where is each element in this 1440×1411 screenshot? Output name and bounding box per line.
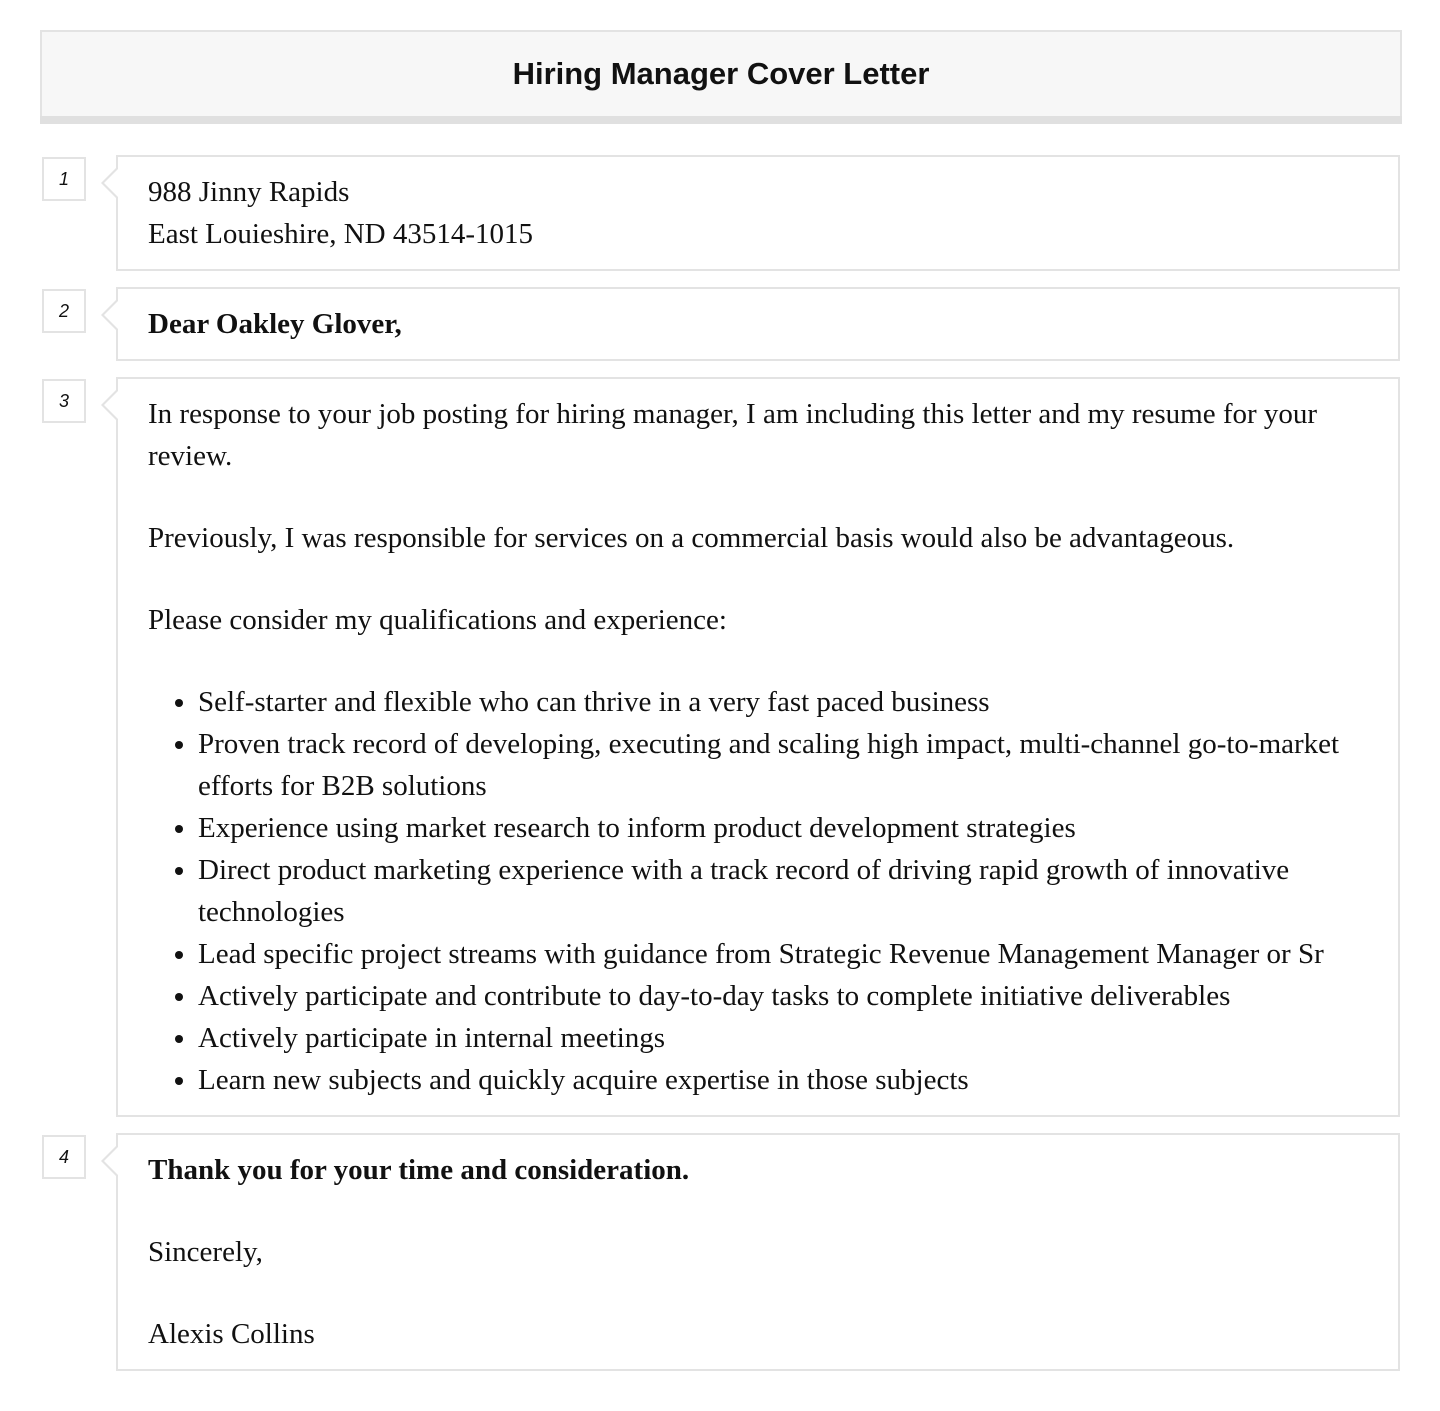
list-item: • Actively participate and contribute to day-to-day tasks to complete initiative deliverables: [198, 975, 1368, 1017]
address-card: [116, 155, 1400, 271]
address-line-2: East Louieshire, ND 43514-1015: [148, 218, 533, 250]
greeting-text: Dear Oakley Glover,: [148, 308, 402, 340]
section-number: 4: [42, 1135, 86, 1179]
list-item: • Learn new subjects and quickly acquire expertise in those subjects: [198, 1059, 1368, 1101]
consider-paragraph: Please consider my qualifications and experience:: [148, 604, 727, 636]
qualifications-list: [148, 681, 1368, 1101]
greeting-card: [116, 287, 1400, 361]
closing-text: Sincerely,: [148, 1236, 263, 1268]
list-item: • Proven track record of developing, executing and scaling high impact, multi-channel go-to-market efforts for B2B solutions: [198, 723, 1368, 807]
section-number: 2: [42, 289, 86, 333]
previous-paragraph: Previously, I was responsible for services on a commercial basis would also be advantageous.: [148, 522, 1235, 554]
page-title: Hiring Manager Cover Letter: [512, 56, 930, 91]
section-number: 1: [42, 157, 86, 201]
section-number: 3: [42, 379, 86, 423]
list-item: • Experience using market research to inform product development strategies: [198, 807, 1368, 849]
list-item: • Self-starter and flexible who can thrive in a very fast paced business: [198, 681, 1368, 723]
address-line-1: 988 Jinny Rapids: [148, 176, 350, 208]
closing-card: [116, 1133, 1400, 1371]
list-item: • Direct product marketing experience with a track record of driving rapid growth of innovative technologies: [198, 849, 1368, 933]
list-item: • Actively participate in internal meetings: [198, 1017, 1368, 1059]
intro-paragraph: In response to your job posting for hiring manager, I am including this letter and my resume for your review.: [148, 398, 1318, 472]
header-banner: [40, 30, 1402, 116]
signature-text: Alexis Collins: [148, 1318, 315, 1350]
body-card: [116, 377, 1400, 1117]
list-item: • Lead specific project streams with guidance from Strategic Revenue Management Manager or Sr: [198, 933, 1368, 975]
thanks-text: Thank you for your time and consideration.: [148, 1154, 690, 1186]
